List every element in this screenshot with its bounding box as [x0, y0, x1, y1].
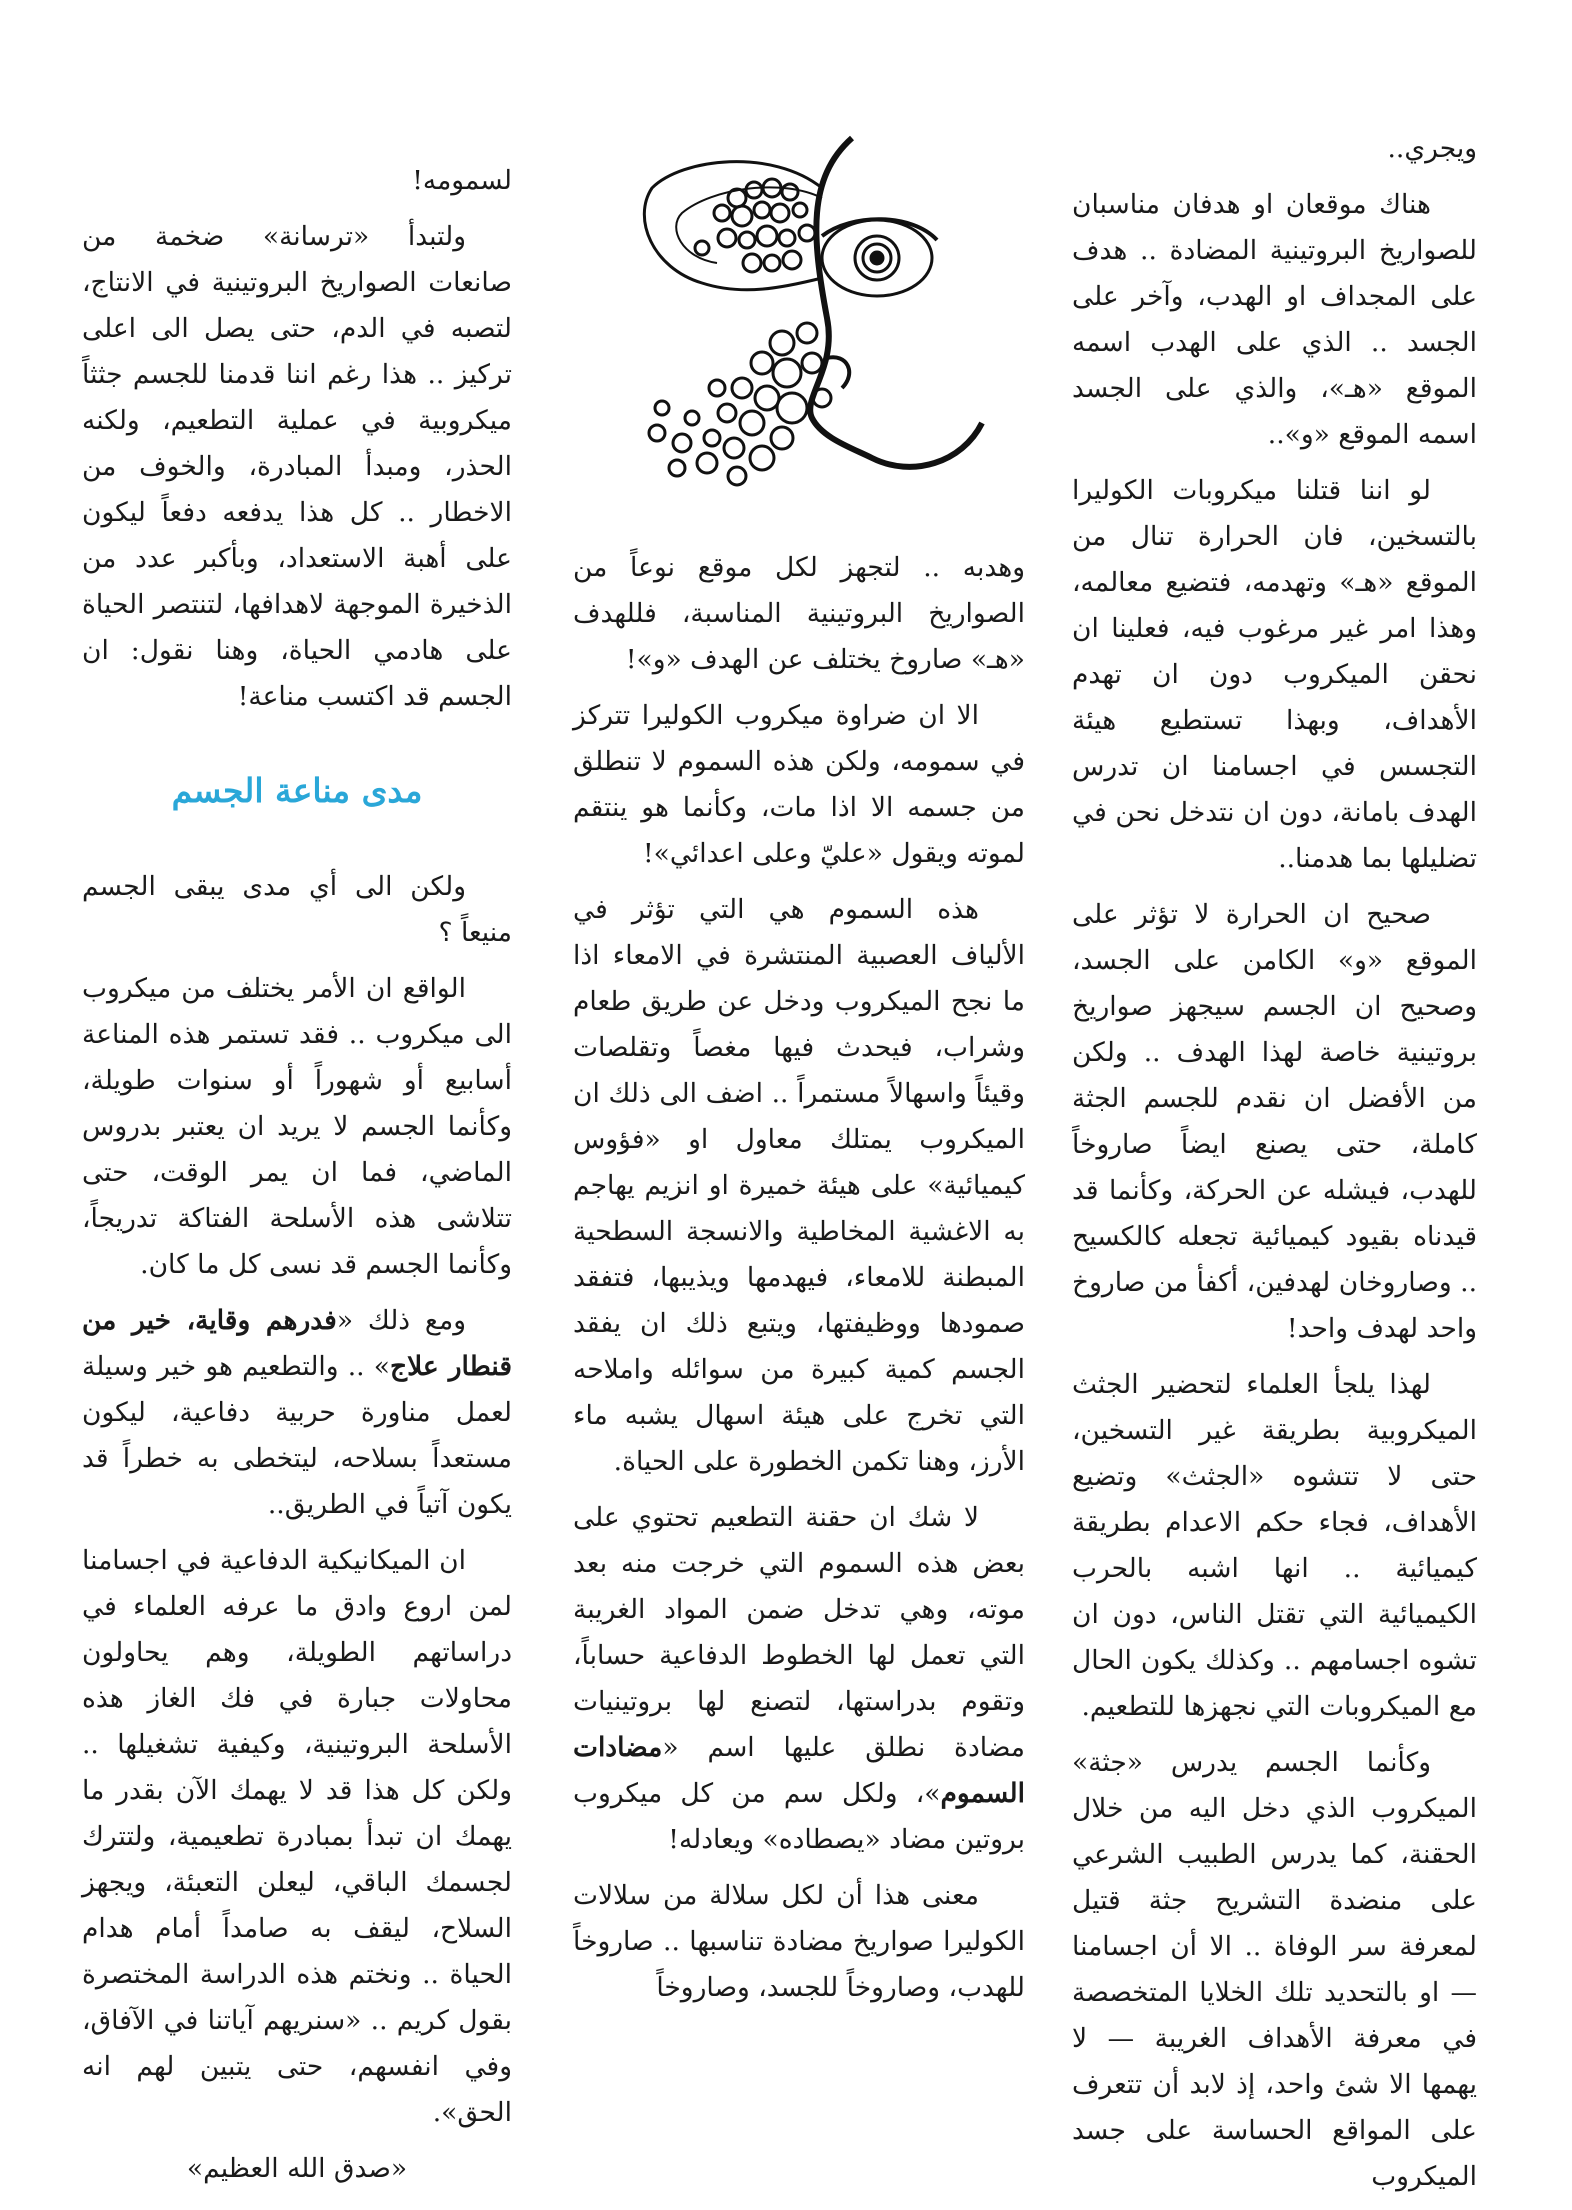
- paragraph: ويجري..: [1387, 133, 1477, 164]
- bold-proverb: فدرهم وقاية، خير من قنطار علاج: [82, 1305, 512, 1382]
- paragraph: صحيح ان الحرارة لا تؤثر على الموقع «و» الكامن على الجسد، وصحيح ان الجسم سيجهز صواريخ بروتينية خاصة لهذا الهدف .. ولكن من الأفضل ان نقدم للجسم الجثة كاملة، حتى يصنع ايضاً صاروخاً للهدب، فيشله عن الحركة، وكأنما قد قيدناه بقيود كيميائية تجعله كالكسيح .. وصاروخان لهدفين، أكفأ من صاروخ واحد لهدف واحد!: [1072, 899, 1477, 1344]
- paragraph: معنى هذا أن لكل سلالة من سلالات الكوليرا صواريخ مضادة تناسبها .. صاروخاً للهدب، وصاروخاً للجسد، وصاروخاً: [573, 1880, 1025, 2003]
- paragraph: لو اننا قتلنا ميكروبات الكوليرا بالتسخين، فان الحرارة تنال من الموقع «هـ» وتهدمه، فتضيع معالمه، وهذا امر غير مرغوب فيه، فعلينا ان نحقن الميكروب دون ان تهدم الأهداف، وبهذا تستطيع هيئة التجسس في اجسامنا ان تدرس الهدف بامانة، دون ان نتدخل نحن في تضليلها بما هدمنا..: [1072, 475, 1477, 874]
- column-left: [82, 158, 512, 2202]
- bold-term: مضادات السموم: [573, 1732, 1025, 1809]
- paragraph: هناك موقعان او هدفان مناسبان للصواريخ البروتينية المضادة .. هدف على المجداف او الهدب، وآخر على الجسد .. الذي على الهدب اسمه الموقع «هـ»، والذي على الجسد اسمه الموقع «و»..: [1072, 189, 1477, 450]
- face-illustration: [622, 118, 1032, 508]
- text-run: لا شك ان حقنة التطعيم تحتوي على بعض هذه السموم التي خرجت منه بعد موته، وهي تدخل ضمن المواد الغريبة التي تعمل لها الخطوط الدفاعية حساباً، وتقوم بدراستها، لتصنع لها بروتينيات مضادة نطلق عليها اسم «: [573, 1502, 1025, 1763]
- paragraph: الواقع ان الأمر يختلف من ميكروب الى ميكروب .. فقد تستمر هذه المناعة أسابيع أو شهوراً أو سنوات طويلة، وكأنما الجسم لا يريد ان يعتبر بدروس الماضي، فما ان يمر الوقت، حتى تتلاشى هذه الأسلحة الفتاكة تدريجاً، وكأنما الجسم قد نسى كل ما كان.: [82, 973, 512, 1280]
- paragraph: [82, 1298, 512, 1528]
- column-middle: [573, 545, 1025, 2021]
- paragraph: وهدبه .. لتجهز لكل موقع نوعاً من الصواريخ البروتينية المناسبة، فللهدف «هـ» صاروخ يختلف عن الهدف «و»!: [573, 552, 1025, 675]
- text-run: »، ولكل سم من كل ميكروب بروتين مضاد «يصطاده» ويعادله!: [573, 1778, 1025, 1855]
- paragraph: ولكن الى أي مدى يبقى الجسم منيعاً ؟: [82, 871, 512, 948]
- column-right: [1072, 126, 1477, 2210]
- paragraph: هذه السموم هي التي تؤثر في الألياف العصبية المنتشرة في الامعاء اذا ما نجح الميكروب ودخل عن طريق طعام وشراب، فيحدث فيها مغصاً وتقلصات وقيئاً واسهالاً مستمراً .. اضف الى ذلك ان الميكروب يمتلك معاول او «فؤوس كيميائية» على هيئة خميرة او انزيم يهاجم به الاغشية المخاطية والانسجة السطحية المبطنة للامعاء، فيهدمها ويذيبها، فتفقد صمودها ووظيفتها، ويتبع ذلك ان يفقد الجسم كمية كبيرة من سوائله واملاحه التي تخرج على هيئة اسهال يشبه ماء الأرز، وهنا تكمن الخطورة على الحياة.: [573, 894, 1025, 1477]
- text-run: » .. والتطعيم هو خير وسيلة لعمل مناورة حربية دفاعية، ليكون مستعداً بسلاحه، ليتخطى به خطراً قد يكون آتياً في الطريق..: [82, 1351, 512, 1520]
- text-run: ومع ذلك «: [336, 1305, 466, 1336]
- closing-quote: «صدق الله العظيم»: [186, 2153, 408, 2184]
- paragraph: الا ان ضراوة ميكروب الكوليرا تتركز في سمومه، ولكن هذه السموم لا تنطلق من جسمه الا اذا مات، وكأنما هو ينتقم لموته ويقول «عليّ وعلى اعدائي»!: [573, 700, 1025, 869]
- paragraph: لهذا يلجأ العلماء لتحضير الجثث الميكروبية بطريقة غير التسخين، حتى لا تتشوه «الجثث» وتضيع الأهداف، فجاء حكم الاعدام بطريقة كيميائية .. انها اشبه بالحرب الكيميائية التي تقتل الناس، دون ان تشوه اجسامهم .. وكذلك يكون الحال مع الميكروبات التي نجهزها للتطعيم.: [1072, 1369, 1477, 1722]
- paragraph: ولتبدأ «ترسانة» ضخمة من صانعات الصواريخ البروتينية في الانتاج، لتصبه في الدم، حتى يصل الى اعلى تركيز .. هذا رغم اننا قدمنا للجسم جثثاً ميكروبية في عملية التطعيم، ولكنه الحذر، ومبدأ المبادرة، والخوف من الاخطار .. كل هذا يدفعه دفعاً ليكون على أهبة الاستعداد، وبأكبر عدد من الذخيرة الموجهة لاهدافها، لتنتصر الحياة على هادمي الحياة، وهنا نقول: ان الجسم قد اكتسب مناعة!: [82, 221, 512, 712]
- section-heading: مدى مناعة الجسم: [171, 771, 423, 810]
- paragraph: ان الميكانيكية الدفاعية في اجسامنا لمن اروع وادق ما عرفه العلماء في دراساتهم الطويلة، وهم يحاولون محاولات جبارة في فك الغاز هذه الأسلحة البروتينية، وكيفية تشغيلها .. ولكن كل هذا قد لا يهمك الآن بقدر ما يهمك ان تبدأ بمبادرة تطعيمية، ولتترك لجسمك الباقي، ليعلن التعبئة، ويجهز السلاح، ليقف به صامداً أمام هدام الحياة .. ونختم هذه الدراسة المختصرة بقول كريم .. «سنريهم آياتنا في الآفاق، وفي انفسهم، حتى يتبين لهم انه الحق».: [82, 1545, 512, 2128]
- paragraph: لسمومه!: [412, 165, 512, 196]
- paragraph: وكأنما الجسم يدرس «جثة» الميكروب الذي دخل اليه من خلال الحقنة، كما يدرس الطبيب الشرعي على منضدة التشريح جثة قتيل لمعرفة سر الوفاة .. الا أن اجسامنا — او بالتحديد تلك الخلايا المتخصصة في معرفة الأهداف الغريبة — لا يهمها الا شئ واحد، إذ لابد أن تتعرف على المواقع الحساسة على جسد الميكروب: [1072, 1747, 1477, 2192]
- paragraph: [573, 1495, 1025, 1863]
